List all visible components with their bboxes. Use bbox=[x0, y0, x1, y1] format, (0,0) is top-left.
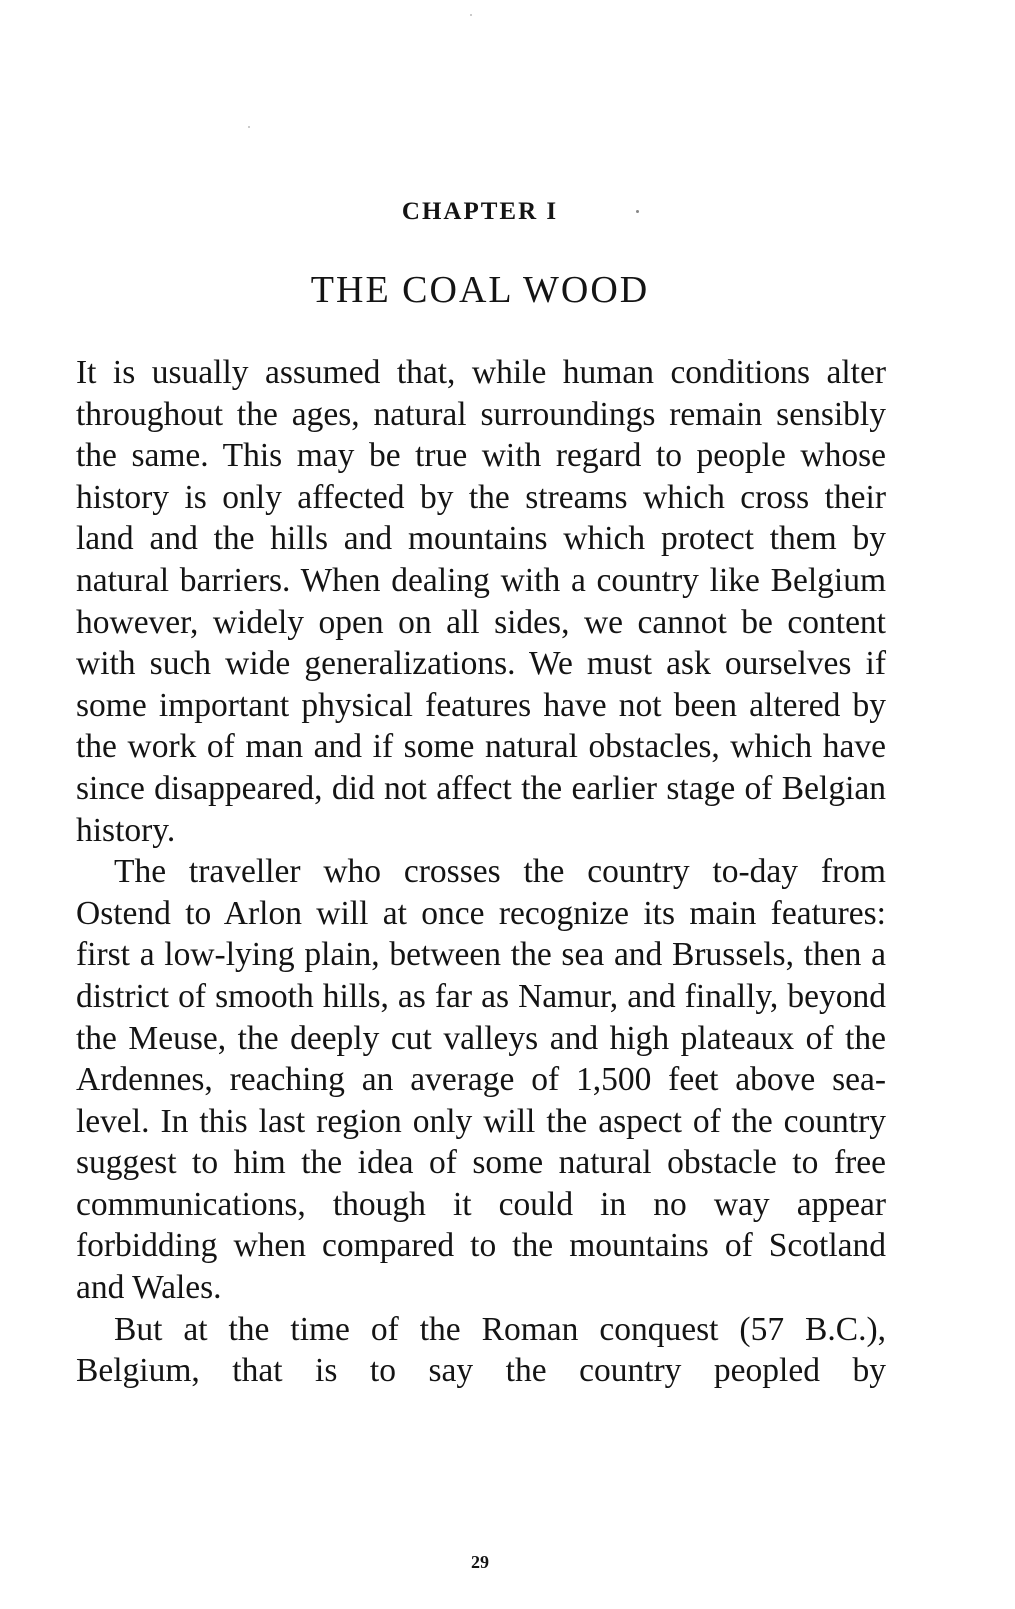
paragraph-2: The traveller who crosses the country to-day from Ostend to Arlon will at once recognize its main features: first a low-lying plain, between the sea and Brussels, then a district of smooth hills, as far as Namur, and finally, beyond the Meuse, the deeply cut valleys and high plateaux of the Ardennes, reaching an average of 1,500 feet above sea-level. In this last region only will the aspect of the country suggest to him the idea of some natural obstacle to free communications, though it could in no way appear forbidding when compared to the mountains of Scotland and Wales. bbox=[76, 853, 886, 1307]
paragraph-3: But at the time of the Roman conquest (57 B.C.), Belgium, that is to say the country peopled by bbox=[76, 1310, 886, 1390]
paragraph-1: It is usually assumed that, while human conditions alter throughout the ages, natural surroundings remain sensibly the same. This may be true with regard to people whose history is only affected by the streams which cross their land and the hills and mountains which protect them by natural barriers. When dealing with a country like Belgium however, widely open on all sides, we cannot be content with such wide generalizations. We must ask ourselves if some important physical features have not been altered by the work of man and if some natural obstacles, which have since disappeared, did not affect the earlier stage of Belgian history. bbox=[76, 354, 886, 849]
print-speck bbox=[248, 126, 250, 128]
chapter-title: THE COAL WOOD bbox=[310, 269, 650, 311]
chapter-label: CHAPTER I bbox=[401, 198, 559, 225]
print-speck bbox=[470, 14, 472, 16]
page-number: 29 bbox=[471, 1552, 489, 1572]
body-text bbox=[76, 352, 886, 1392]
